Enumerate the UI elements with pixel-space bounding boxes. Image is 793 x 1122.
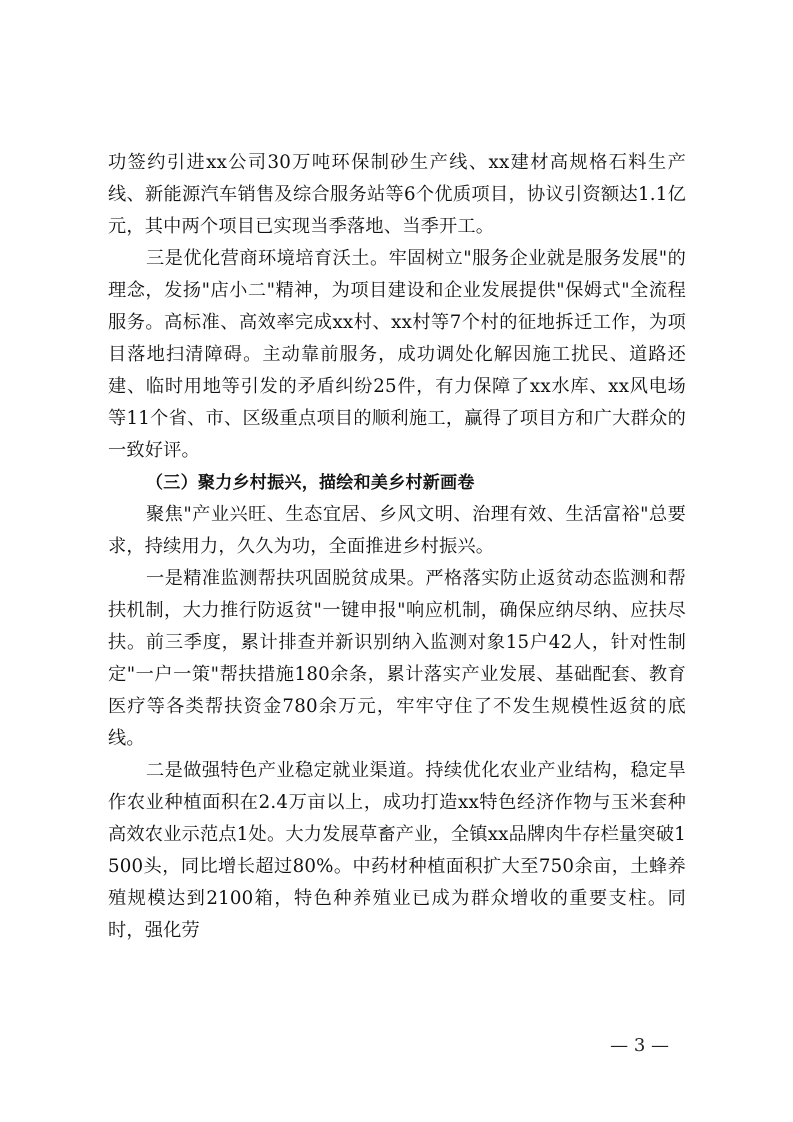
paragraph-4: 一是精准监测帮扶巩固脱贫成果。严格落实防止返贫动态监测和帮扶机制，大力推行防返贫"一键申报"响应机制，确保应纳尽纳、应扶尽扶。前三季度，累计排查并新识别纳入监测对象15户42人，针对性制定"一户一策"帮扶措施180余条，累计落实产业发展、基础配套、教育医疗等各类帮扶资金780余万元，牢牢守住了不发生规模性返贫的底线。 bbox=[108, 568, 686, 749]
page-number: — 3 — bbox=[610, 1035, 669, 1056]
paragraph-5: 二是做强特色产业稳定就业渠道。持续优化农业产业结构，稳定旱作农业种植面积在2.4万亩以上，成功打造xx特色经济作物与玉米套种高效农业示范点1处。大力发展草畜产业，全镇xx品牌肉牛存栏量突破1500头，同比增长超过80%。中药材种植面积扩大至750余亩，土蜂养殖规模达到2100箱，特色种养殖业已成为群众增收的重要支柱。同时，强化劳 bbox=[108, 760, 686, 941]
body-text bbox=[108, 147, 686, 947]
paragraph-2: 三是优化营商环境培育沃土。牢固树立"服务企业就是服务发展"的理念，发扬"店小二"精神，为项目建设和企业发展提供"保姆式"全流程服务。高标准、高效率完成xx村、xx村等7个村的征地拆迁工作，为项目落地扫清障碍。主动靠前服务，成功调处化解因施工扰民、道路还建、临时用地等引发的矛盾纠纷25件，有力保障了xx水库、xx风电场等11个省、市、区级重点项目的顺利施工，赢得了项目方和广大群众的一致好评。 bbox=[108, 248, 686, 461]
section-heading: （三）聚力乡村振兴，描绘和美乡村新画卷 bbox=[146, 473, 475, 493]
paragraph-1: 功签约引进xx公司30万吨环保制砂生产线、xx建材高规格石料生产线、新能源汽车销售及综合服务站等6个优质项目，协议引资额达1.1亿元，其中两个项目已实现当季落地、当季开工。 bbox=[108, 152, 686, 237]
paragraph-3: 聚焦"产业兴旺、生态宜居、乡风文明、治理有效、生活富裕"总要求，持续用力，久久为功，全面推进乡村振兴。 bbox=[108, 504, 686, 557]
